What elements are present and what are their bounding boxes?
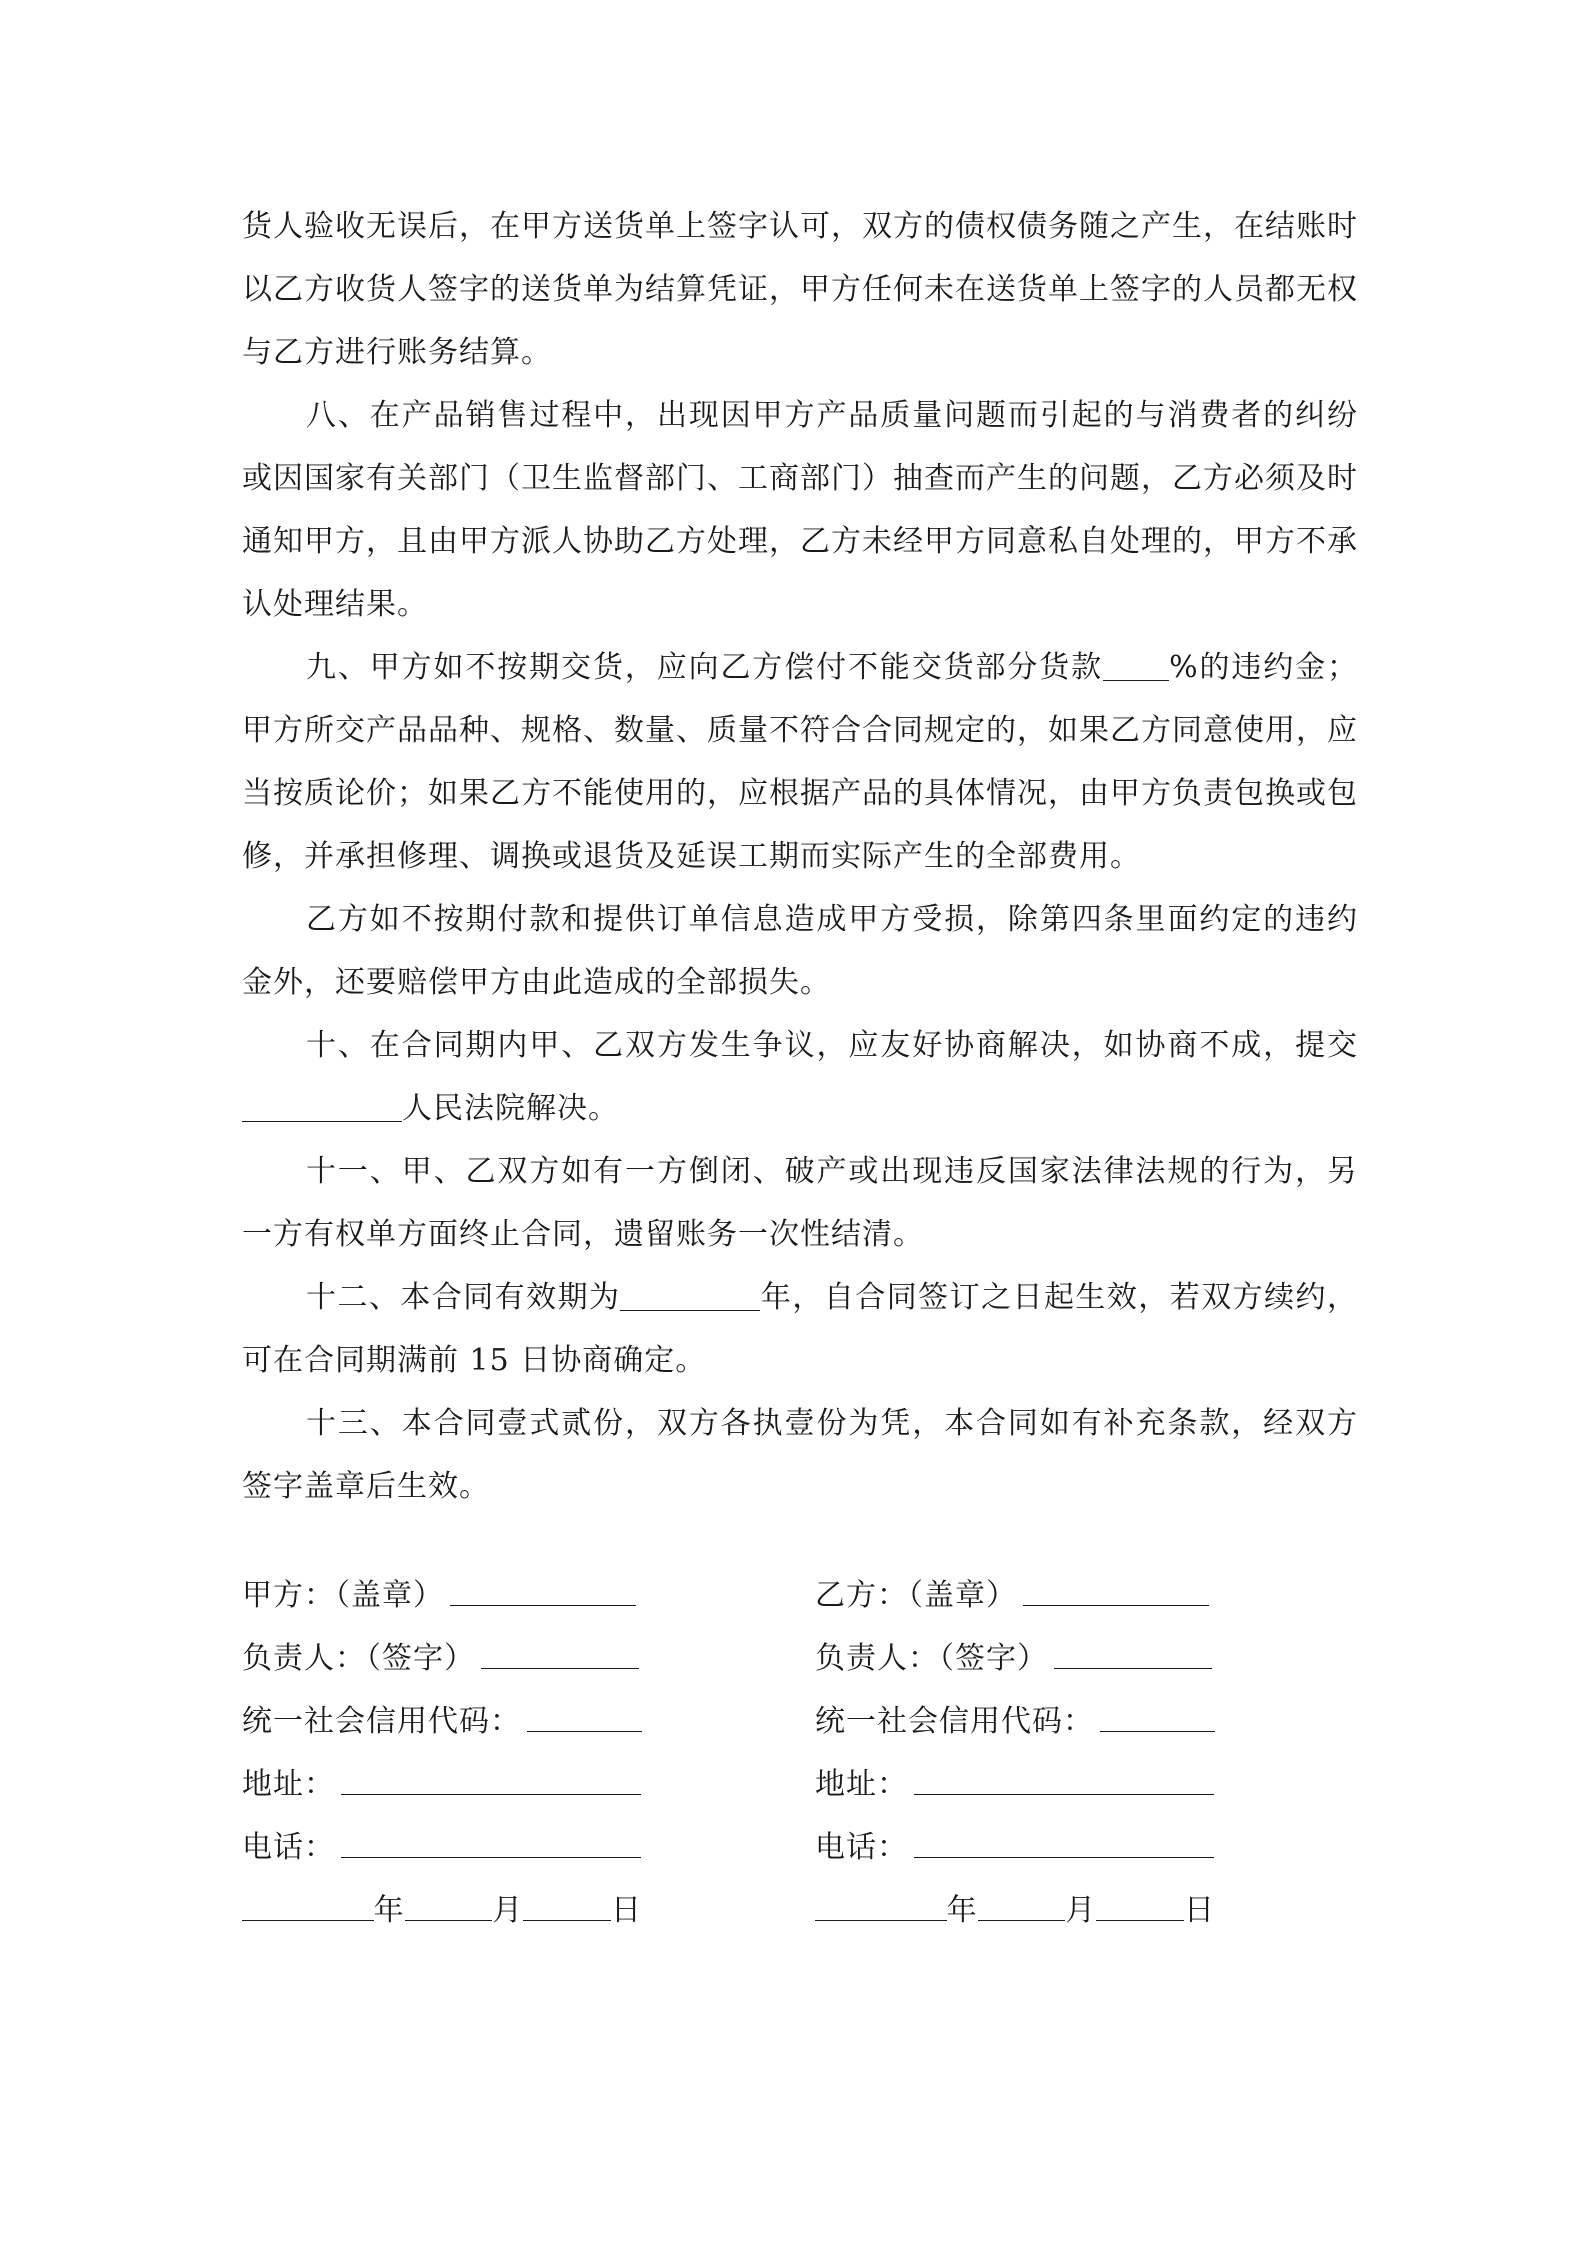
clause-11 [242,1140,1358,1266]
party-b-person-row [815,1623,1215,1686]
paragraph-text: 人民法院解决。 [402,1091,619,1126]
clause-9 [242,636,1358,888]
court-name-blank[interactable] [242,1091,402,1122]
party-b-phone-field[interactable] [914,1829,1214,1858]
party-a-day-field[interactable] [523,1892,611,1921]
paragraph-text: 八、在产品销售过程中，出现因甲方产品质量问题而引起的与消费者的纠纷或因国家有关部门（卫生监督部门、工商部门）抽查而产生的问题，乙方必须及时通知甲方，且由甲方派人协助乙方处理，乙方未经甲方同意私自处理的，甲方不承认处理结果。 [242,398,1358,622]
paragraph-text: %的违约金；甲方所交产品品种、规格、数量、质量不符合合同规定的，如果乙方同意使用，应当按质论价；如果乙方不能使用的，应根据产品的具体情况，由甲方负责包换或包修，并承担修理、调换或退货及延误工期而实际产生的全部费用。 [242,650,1358,874]
party-a-person-label: 负责人：（签字） [242,1640,475,1676]
party-a-month-label: 月 [492,1892,524,1928]
party-a-year-field[interactable] [242,1892,374,1921]
party-a-person-row [242,1623,642,1686]
party-a-phone-label: 电话： [242,1829,335,1865]
clause-9-payment [242,888,1358,1014]
paragraph-text: 九、甲方如不按期交货，应向乙方偿付不能交货部分货款 [306,650,1104,685]
party-a-month-field[interactable] [405,1892,493,1921]
clause-12 [242,1266,1358,1392]
party-a-day-label: 日 [611,1892,643,1928]
party-a-signature-block [242,1560,642,1938]
party-b-phone-row [815,1812,1215,1875]
party-a-credit-code-label: 统一社会信用代码： [242,1703,521,1739]
party-a-seal-label: 甲方：（盖章） [242,1577,444,1613]
party-b-year-field[interactable] [815,1892,947,1921]
contract-body [242,195,1358,1518]
party-a-phone-field[interactable] [341,1829,641,1858]
party-b-year-label: 年 [946,1892,978,1928]
party-b-credit-code-label: 统一社会信用代码： [815,1703,1094,1739]
party-b-day-label: 日 [1184,1892,1216,1928]
party-a-date-row [242,1875,642,1938]
party-b-seal-field[interactable] [1023,1577,1209,1606]
validity-years-blank[interactable] [620,1280,760,1311]
penalty-percent-blank[interactable] [1103,650,1169,681]
party-b-credit-code-field[interactable] [1100,1703,1215,1732]
party-b-person-field[interactable] [1054,1640,1212,1669]
paragraph-text: 十一、甲、乙双方如有一方倒闭、破产或出现违反国家法律法规的行为，另一方有权单方面终止合同，遗留账务一次性结清。 [242,1154,1358,1252]
party-b-address-field[interactable] [914,1766,1214,1795]
party-b-month-field[interactable] [978,1892,1066,1921]
party-b-day-field[interactable] [1096,1892,1184,1921]
clause-8 [242,384,1358,636]
party-a-phone-row [242,1812,642,1875]
party-a-seal-row [242,1560,642,1623]
paragraph-text: 年，自合同签订之日起生效，若双方续约，可在合同期满前 15 日协商确定。 [242,1280,1359,1378]
party-a-address-label: 地址： [242,1766,335,1802]
party-a-year-label: 年 [373,1892,405,1928]
party-b-date-row [815,1875,1215,1938]
party-b-credit-code-row [815,1686,1215,1749]
party-a-address-field[interactable] [341,1766,641,1795]
paragraph-text: 十三、本合同壹式贰份，双方各执壹份为凭，本合同如有补充条款，经双方签字盖章后生效。 [242,1406,1358,1504]
party-a-address-row [242,1749,642,1812]
party-a-credit-code-row [242,1686,642,1749]
paragraph-delivery-settlement [242,195,1358,384]
clause-13 [242,1392,1358,1518]
party-a-seal-field[interactable] [450,1577,636,1606]
clause-10 [242,1014,1358,1140]
paragraph-text: 十、在合同期内甲、乙双方发生争议，应友好协商解决，如协商不成，提交 [306,1028,1358,1063]
party-b-person-label: 负责人：（签字） [815,1640,1048,1676]
party-b-month-label: 月 [1065,1892,1097,1928]
party-a-credit-code-field[interactable] [527,1703,642,1732]
party-b-signature-block [815,1560,1215,1938]
party-b-address-label: 地址： [815,1766,908,1802]
party-b-phone-label: 电话： [815,1829,908,1865]
paragraph-text: 乙方如不按期付款和提供订单信息造成甲方受损，除第四条里面约定的违约金外，还要赔偿甲方由此造成的全部损失。 [242,902,1358,1000]
party-b-seal-row [815,1560,1215,1623]
paragraph-text: 货人验收无误后，在甲方送货单上签字认可，双方的债权债务随之产生，在结账时以乙方收货人签字的送货单为结算凭证，甲方任何未在送货单上签字的人员都无权与乙方进行账务结算。 [242,209,1358,370]
party-b-seal-label: 乙方：（盖章） [815,1577,1017,1613]
party-b-address-row [815,1749,1215,1812]
party-a-person-field[interactable] [481,1640,639,1669]
paragraph-text: 十二、本合同有效期为 [306,1280,621,1315]
